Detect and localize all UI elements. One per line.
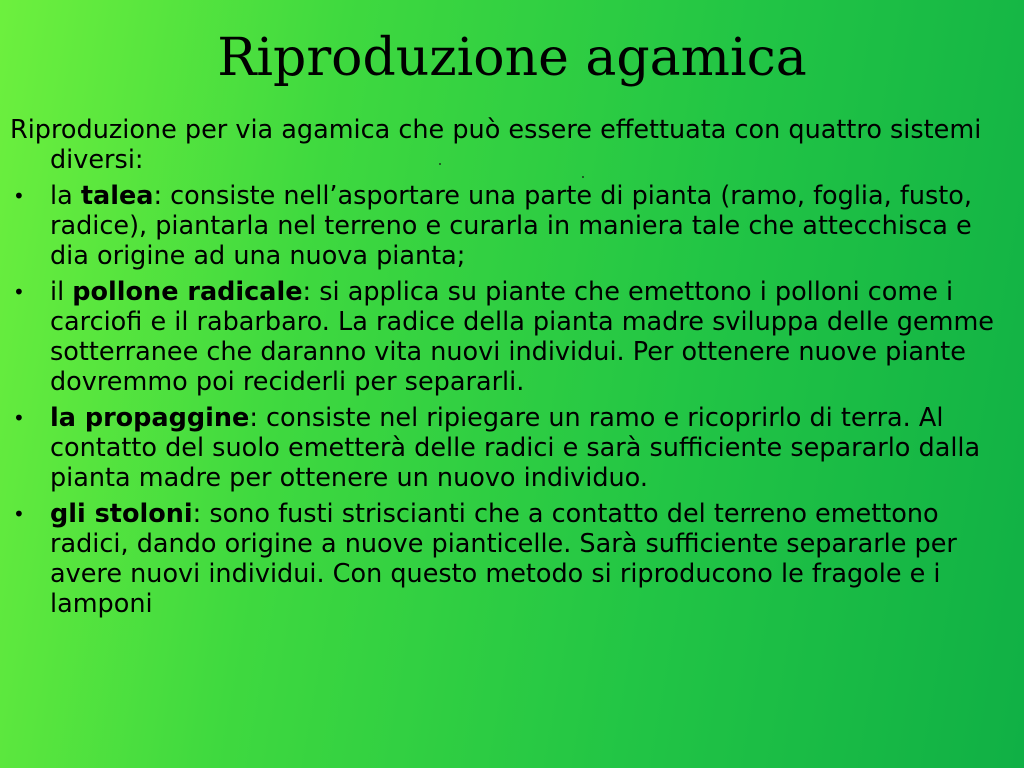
intro-text: Riproduzione per via agamica che può essere effettuata con quattro sistemi diversi:: [10, 115, 982, 175]
bullet-list: [10, 181, 1010, 619]
list-item-propaggine: [10, 403, 1010, 493]
bullet-icon: •: [13, 184, 25, 208]
bullet-icon: •: [13, 280, 25, 304]
item-term: la propaggine: [50, 403, 250, 433]
item-prefix: il: [50, 277, 73, 307]
slide-title: Riproduzione agamica: [217, 28, 807, 88]
item-term: pollone radicale: [72, 277, 303, 307]
list-item-stoloni: [10, 499, 1010, 619]
list-item-talea: [10, 181, 1010, 271]
item-text: : consiste nel ripiegare un ramo e ricoprirlo di terra. Al contatto del suolo emetterà delle radici e sarà sufficiente separarlo dalla pianta madre per ottenere un nuovo individuo.: [50, 403, 981, 493]
item-term: talea: [80, 181, 154, 211]
bullet-icon: •: [13, 406, 25, 430]
item-prefix: la: [50, 181, 81, 211]
slide-body: [10, 115, 1010, 625]
bullet-icon: •: [13, 502, 25, 526]
item-term: gli stoloni: [50, 499, 193, 529]
item-text: : consiste nell’asportare una parte di pianta (ramo, foglia, fusto, radice), piantarla nel terreno e curarla in maniera tale che attecchisca e dia origine ad una nuova pianta;: [50, 181, 972, 271]
item-text: : si applica su piante che emettono i polloni come i carciofi e il rabarbaro. La radice della pianta madre sviluppa delle gemme sotterranee che daranno vita nuovi individui. Per ottenere nuove piante dovremmo poi reciderli per separarli.: [50, 277, 994, 397]
item-text: : sono fusti striscianti che a contatto del terreno emettono radici, dando origine a nuove pianticelle. Sarà sufficiente separarle per avere nuovi individui. Con questo metodo si riproducono le fragole e i lamponi: [50, 499, 957, 619]
list-item-pollone-radicale: [10, 277, 1010, 397]
